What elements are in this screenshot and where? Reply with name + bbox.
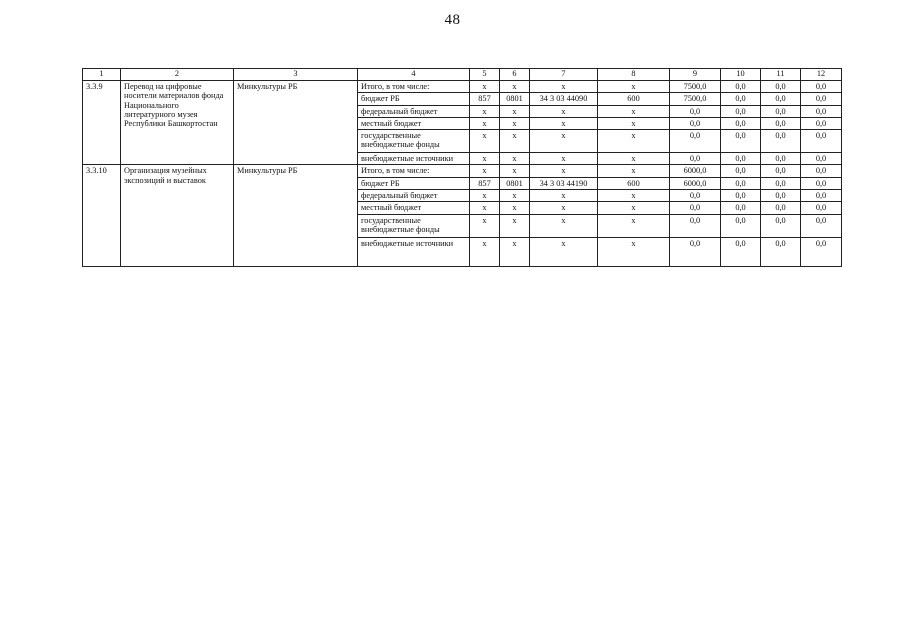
value-cell-c9: 0,0 [670,189,721,201]
header-cell: 1 [83,69,121,81]
value-cell-c12: 0,0 [801,189,842,201]
value-cell-c10: 0,0 [721,117,761,129]
value-cell-c8: х [598,105,670,117]
value-cell-c5: х [470,202,500,214]
value-cell-c10: 0,0 [721,130,761,153]
value-cell-c11: 0,0 [761,237,801,266]
header-cell: 2 [121,69,234,81]
value-cell-c5: х [470,165,500,177]
value-cell-c11: 0,0 [761,202,801,214]
value-cell-c5: х [470,214,500,237]
value-cell-c11: 0,0 [761,177,801,189]
value-cell-c6: 0801 [500,93,530,105]
value-cell-c11: 0,0 [761,93,801,105]
value-cell-c12: 0,0 [801,177,842,189]
value-cell-c9: 6000,0 [670,165,721,177]
value-cell-c7: х [530,105,598,117]
table-row [83,165,842,177]
value-cell-c12: 0,0 [801,165,842,177]
value-cell-c9: 0,0 [670,130,721,153]
value-cell-c6: 0801 [500,177,530,189]
value-cell-c7: х [530,189,598,201]
value-cell-c9: 7500,0 [670,81,721,93]
value-cell-c11: 0,0 [761,117,801,129]
value-cell-c10: 0,0 [721,237,761,266]
header-cell: 12 [801,69,842,81]
value-cell-c7: х [530,165,598,177]
value-cell-c11: 0,0 [761,153,801,165]
value-cell-c9: 0,0 [670,202,721,214]
value-cell-c8: х [598,165,670,177]
funding-source: государственные внебюджетные фонды [358,130,470,153]
item-name: Перевод на цифровые носители материалов фонда Национального литературного музея Республики Башкортостан [121,81,234,165]
value-cell-c8: 600 [598,177,670,189]
value-cell-c5: 857 [470,177,500,189]
table-row [83,81,842,93]
value-cell-c7: х [530,81,598,93]
value-cell-c9: 0,0 [670,153,721,165]
funding-source: федеральный бюджет [358,105,470,117]
value-cell-c8: х [598,117,670,129]
value-cell-c10: 0,0 [721,165,761,177]
value-cell-c6: х [500,105,530,117]
header-cell: 5 [470,69,500,81]
value-cell-c10: 0,0 [721,93,761,105]
value-cell-c7: х [530,117,598,129]
value-cell-c5: х [470,105,500,117]
value-cell-c9: 6000,0 [670,177,721,189]
value-cell-c7: х [530,214,598,237]
value-cell-c12: 0,0 [801,105,842,117]
header-row [83,69,842,81]
value-cell-c10: 0,0 [721,105,761,117]
header-cell: 8 [598,69,670,81]
budget-table [82,68,842,267]
value-cell-c11: 0,0 [761,165,801,177]
value-cell-c9: 7500,0 [670,93,721,105]
value-cell-c7: х [530,130,598,153]
value-cell-c11: 0,0 [761,81,801,93]
value-cell-c7: 34 3 03 44090 [530,93,598,105]
value-cell-c9: 0,0 [670,237,721,266]
item-number: 3.3.9 [83,81,121,165]
header-cell: 10 [721,69,761,81]
funding-source: бюджет РБ [358,177,470,189]
value-cell-c12: 0,0 [801,81,842,93]
value-cell-c6: х [500,165,530,177]
value-cell-c5: 857 [470,93,500,105]
value-cell-c10: 0,0 [721,189,761,201]
funding-source: государственные внебюджетные фонды [358,214,470,237]
value-cell-c9: 0,0 [670,117,721,129]
value-cell-c6: х [500,117,530,129]
item-executor: Минкультуры РБ [234,165,358,266]
value-cell-c9: 0,0 [670,105,721,117]
value-cell-c11: 0,0 [761,130,801,153]
value-cell-c8: х [598,237,670,266]
value-cell-c8: х [598,130,670,153]
value-cell-c8: х [598,153,670,165]
value-cell-c7: х [530,237,598,266]
header-cell: 3 [234,69,358,81]
value-cell-c5: х [470,189,500,201]
funding-source: Итого, в том числе: [358,81,470,93]
value-cell-c12: 0,0 [801,202,842,214]
value-cell-c8: х [598,81,670,93]
value-cell-c11: 0,0 [761,189,801,201]
funding-source: местный бюджет [358,202,470,214]
value-cell-c8: х [598,189,670,201]
value-cell-c7: х [530,153,598,165]
value-cell-c6: х [500,153,530,165]
value-cell-c12: 0,0 [801,117,842,129]
value-cell-c5: х [470,117,500,129]
value-cell-c7: х [530,202,598,214]
value-cell-c6: х [500,189,530,201]
value-cell-c12: 0,0 [801,237,842,266]
value-cell-c12: 0,0 [801,93,842,105]
value-cell-c6: х [500,237,530,266]
value-cell-c12: 0,0 [801,153,842,165]
value-cell-c8: х [598,214,670,237]
item-executor: Минкультуры РБ [234,81,358,165]
value-cell-c12: 0,0 [801,130,842,153]
header-cell: 9 [670,69,721,81]
item-number: 3.3.10 [83,165,121,266]
header-cell: 6 [500,69,530,81]
value-cell-c5: х [470,153,500,165]
value-cell-c7: 34 3 03 44190 [530,177,598,189]
header-cell: 4 [358,69,470,81]
value-cell-c10: 0,0 [721,81,761,93]
value-cell-c9: 0,0 [670,214,721,237]
header-cell: 7 [530,69,598,81]
value-cell-c5: х [470,81,500,93]
funding-source: федеральный бюджет [358,189,470,201]
value-cell-c11: 0,0 [761,105,801,117]
funding-source: бюджет РБ [358,93,470,105]
header-cell: 11 [761,69,801,81]
value-cell-c10: 0,0 [721,202,761,214]
funding-source: внебюджетные источники [358,237,470,266]
funding-source: местный бюджет [358,117,470,129]
value-cell-c6: х [500,202,530,214]
value-cell-c10: 0,0 [721,153,761,165]
page-number: 48 [444,12,461,28]
item-name: Организация музейных экспозиций и выставок [121,165,234,266]
funding-source: внебюджетные источники [358,153,470,165]
value-cell-c10: 0,0 [721,214,761,237]
value-cell-c6: х [500,81,530,93]
funding-source: Итого, в том числе: [358,165,470,177]
value-cell-c5: х [470,130,500,153]
value-cell-c6: х [500,130,530,153]
value-cell-c5: х [470,237,500,266]
value-cell-c6: х [500,214,530,237]
value-cell-c11: 0,0 [761,214,801,237]
value-cell-c12: 0,0 [801,214,842,237]
value-cell-c8: 600 [598,93,670,105]
value-cell-c8: х [598,202,670,214]
value-cell-c10: 0,0 [721,177,761,189]
